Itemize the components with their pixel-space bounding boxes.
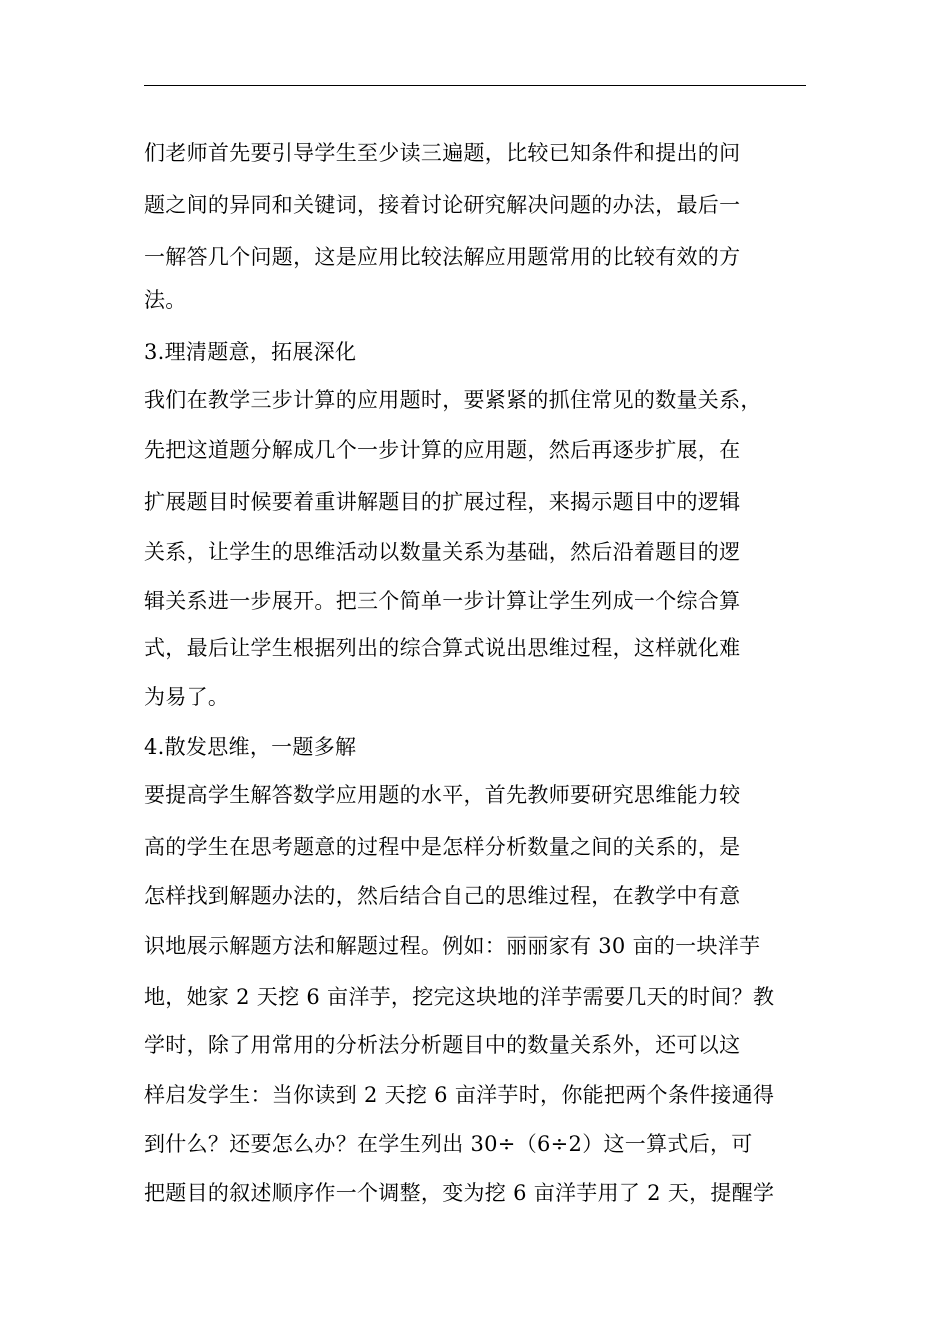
header-rule [144, 85, 806, 86]
text-line: 们老师首先要引导学生至少读三遍题，比较已知条件和提出的问 [144, 141, 741, 165]
text-line: 题之间的异同和关键词，接着讨论研究解决问题的办法，最后一 [144, 193, 741, 217]
text-line: 识地展示解题方法和解题过程。例如：丽丽家有 30 亩的一块洋芋 [144, 934, 761, 958]
text-line: 怎样找到解题办法的，然后结合自己的思维过程，在教学中有意 [144, 884, 741, 908]
text-line: 关系，让学生的思维活动以数量关系为基础，然后沿着题目的逻 [144, 540, 741, 564]
text-line: 我们在教学三步计算的应用题时，要紧紧的抓住常见的数量关系， [144, 388, 762, 412]
text-line: 法。 [144, 288, 187, 312]
text-line: 地，她家 2 天挖 6 亩洋芋，挖完这块地的洋芋需要几天的时间？教 [144, 985, 775, 1009]
text-line: 为易了。 [144, 685, 230, 709]
text-line: 扩展题目时候要着重讲解题目的扩展过程，来揭示题目中的逻辑 [144, 490, 741, 514]
text-line: 到什么？还要怎么办？在学生列出 30÷（6÷2）这一算式后，可 [144, 1132, 753, 1156]
text-line: 高的学生在思考题意的过程中是怎样分析数量之间的关系的，是 [144, 835, 741, 859]
section-heading: 4.散发思维，一题多解 [144, 735, 357, 759]
section-heading: 3.理清题意，拓展深化 [144, 340, 357, 364]
text-line: 辑关系进一步展开。把三个简单一步计算让学生列成一个综合算 [144, 589, 741, 613]
text-line: 要提高学生解答数学应用题的水平，首先教师要研究思维能力较 [144, 783, 741, 807]
text-line: 式，最后让学生根据列出的综合算式说出思维过程，这样就化难 [144, 636, 741, 660]
text-line: 学时，除了用常用的分析法分析题目中的数量关系外，还可以这 [144, 1033, 741, 1057]
text-line: 一解答几个问题，这是应用比较法解应用题常用的比较有效的方 [144, 245, 741, 269]
text-line: 先把这道题分解成几个一步计算的应用题，然后再逐步扩展，在 [144, 438, 741, 462]
text-line: 样启发学生：当你读到 2 天挖 6 亩洋芋时，你能把两个条件接通得 [144, 1083, 775, 1107]
text-line: 把题目的叙述顺序作一个调整，变为挖 6 亩洋芋用了 2 天，提醒学 [144, 1181, 775, 1205]
